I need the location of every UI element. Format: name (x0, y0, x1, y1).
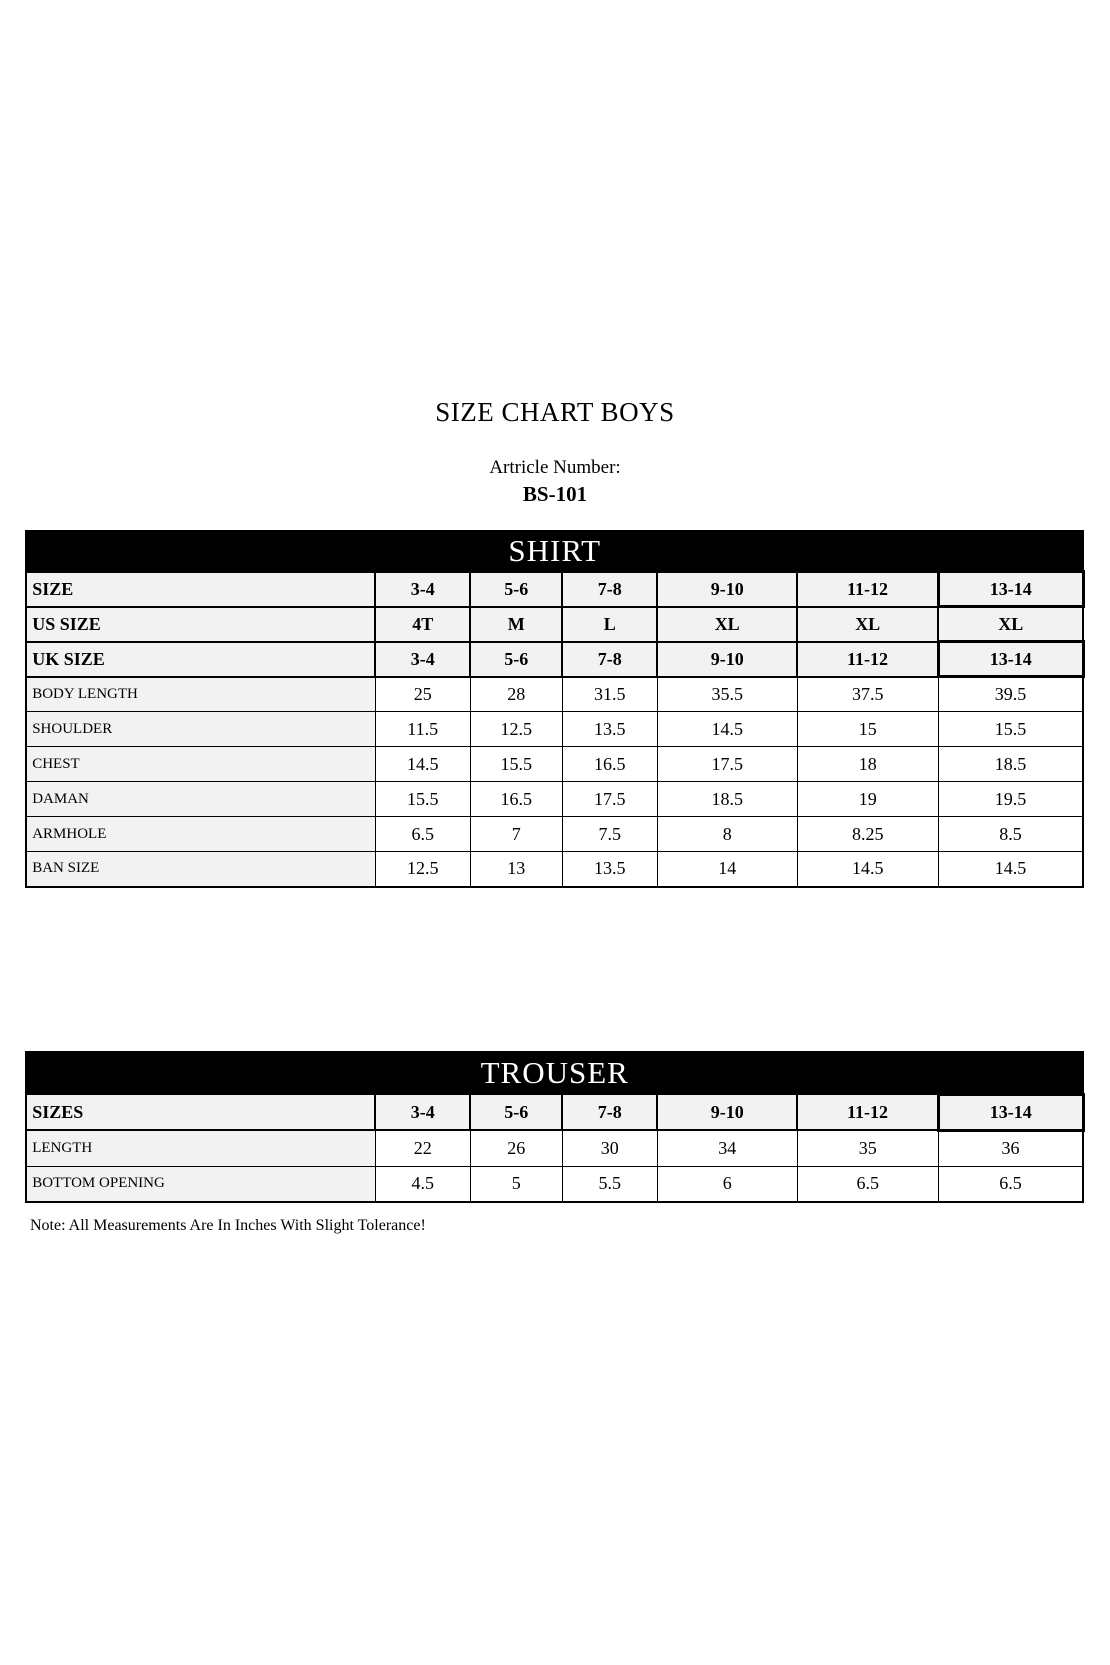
size-value-cell: 15.5 (375, 782, 470, 817)
size-value-cell: 13-14 (938, 572, 1083, 607)
size-value-cell: 37.5 (797, 677, 938, 712)
row-label: LENGTH (26, 1130, 375, 1166)
size-value-cell: 9-10 (657, 642, 797, 677)
size-value-cell: 14.5 (375, 747, 470, 782)
table-row (26, 642, 1083, 677)
size-value-cell: 18.5 (657, 782, 797, 817)
size-value-cell: 6.5 (797, 1166, 938, 1202)
size-value-cell: 13.5 (562, 712, 657, 747)
table-row (26, 607, 1083, 642)
size-value-cell: 13-14 (938, 1094, 1083, 1130)
size-value-cell: 14.5 (657, 712, 797, 747)
size-value-cell: L (562, 607, 657, 642)
row-label: DAMAN (26, 782, 375, 817)
size-value-cell: 14 (657, 852, 797, 887)
table-row (26, 712, 1083, 747)
size-value-cell: 7-8 (562, 642, 657, 677)
size-value-cell: M (470, 607, 562, 642)
size-value-cell: 31.5 (562, 677, 657, 712)
shirt-table-banner: SHIRT (26, 531, 1083, 572)
measurement-note: Note: All Measurements Are In Inches With Slight Tolerance! (30, 1217, 426, 1234)
table-row (26, 1094, 1083, 1130)
size-value-cell: 13-14 (938, 642, 1083, 677)
size-value-cell: 7-8 (562, 572, 657, 607)
table-row (26, 1052, 1083, 1095)
size-value-cell: 17.5 (657, 747, 797, 782)
row-label: BAN SIZE (26, 852, 375, 887)
size-value-cell: 35.5 (657, 677, 797, 712)
size-value-cell: 19 (797, 782, 938, 817)
size-value-cell: 14.5 (938, 852, 1083, 887)
table-row (26, 572, 1083, 607)
size-value-cell: 11-12 (797, 1094, 938, 1130)
size-value-cell: 28 (470, 677, 562, 712)
row-label: BOTTOM OPENING (26, 1166, 375, 1202)
size-value-cell: 34 (657, 1130, 797, 1166)
size-value-cell: 7 (470, 817, 562, 852)
size-value-cell: 13 (470, 852, 562, 887)
shirt-size-table (25, 530, 1085, 888)
size-value-cell: 3-4 (375, 642, 470, 677)
size-value-cell: 5-6 (470, 642, 562, 677)
size-value-cell: 18.5 (938, 747, 1083, 782)
table-row (26, 677, 1083, 712)
size-value-cell: XL (797, 607, 938, 642)
row-label: BODY LENGTH (26, 677, 375, 712)
size-value-cell: 4.5 (375, 1166, 470, 1202)
size-value-cell: 36 (938, 1130, 1083, 1166)
size-value-cell: 8 (657, 817, 797, 852)
table-row (26, 852, 1083, 887)
row-label: SIZE (26, 572, 375, 607)
size-value-cell: 22 (375, 1130, 470, 1166)
size-value-cell: 3-4 (375, 572, 470, 607)
size-value-cell: 16.5 (562, 747, 657, 782)
size-value-cell: 12.5 (375, 852, 470, 887)
size-value-cell: 17.5 (562, 782, 657, 817)
size-value-cell: 35 (797, 1130, 938, 1166)
table-row (26, 817, 1083, 852)
article-number-label: Artricle Number: (489, 457, 621, 478)
size-value-cell: 7-8 (562, 1094, 657, 1130)
size-value-cell: 39.5 (938, 677, 1083, 712)
table-row (26, 782, 1083, 817)
size-value-cell: 16.5 (470, 782, 562, 817)
size-value-cell: 5-6 (470, 1094, 562, 1130)
size-value-cell: 15.5 (938, 712, 1083, 747)
size-value-cell: 30 (562, 1130, 657, 1166)
size-value-cell: 11-12 (797, 642, 938, 677)
size-value-cell: 6.5 (938, 1166, 1083, 1202)
size-value-cell: 15 (797, 712, 938, 747)
size-value-cell: 6.5 (375, 817, 470, 852)
trouser-size-table (25, 1051, 1085, 1204)
row-label: CHEST (26, 747, 375, 782)
table-row (26, 747, 1083, 782)
page-title: SIZE CHART BOYS (435, 397, 675, 427)
size-value-cell: 5 (470, 1166, 562, 1202)
table-row (26, 1130, 1083, 1166)
size-value-cell: 7.5 (562, 817, 657, 852)
article-number-value: BS-101 (522, 482, 588, 506)
row-label: ARMHOLE (26, 817, 375, 852)
size-value-cell: 18 (797, 747, 938, 782)
size-value-cell: 12.5 (470, 712, 562, 747)
size-value-cell: 26 (470, 1130, 562, 1166)
size-value-cell: 11-12 (797, 572, 938, 607)
size-value-cell: 9-10 (657, 572, 797, 607)
size-value-cell: XL (657, 607, 797, 642)
row-label: SIZES (26, 1094, 375, 1130)
row-label: SHOULDER (26, 712, 375, 747)
size-value-cell: 11.5 (375, 712, 470, 747)
size-value-cell: 3-4 (375, 1094, 470, 1130)
table-row (26, 531, 1083, 572)
size-value-cell: 13.5 (562, 852, 657, 887)
size-value-cell: 8.5 (938, 817, 1083, 852)
size-value-cell: 15.5 (470, 747, 562, 782)
size-value-cell: 4T (375, 607, 470, 642)
row-label: US SIZE (26, 607, 375, 642)
size-value-cell: 19.5 (938, 782, 1083, 817)
size-value-cell: 6 (657, 1166, 797, 1202)
size-value-cell: 8.25 (797, 817, 938, 852)
table-row (26, 1166, 1083, 1202)
size-value-cell: 5-6 (470, 572, 562, 607)
size-value-cell: 5.5 (562, 1166, 657, 1202)
trouser-table-banner: TROUSER (26, 1052, 1083, 1095)
size-value-cell: 14.5 (797, 852, 938, 887)
size-value-cell: XL (938, 607, 1083, 642)
size-value-cell: 25 (375, 677, 470, 712)
row-label: UK SIZE (26, 642, 375, 677)
size-value-cell: 9-10 (657, 1094, 797, 1130)
